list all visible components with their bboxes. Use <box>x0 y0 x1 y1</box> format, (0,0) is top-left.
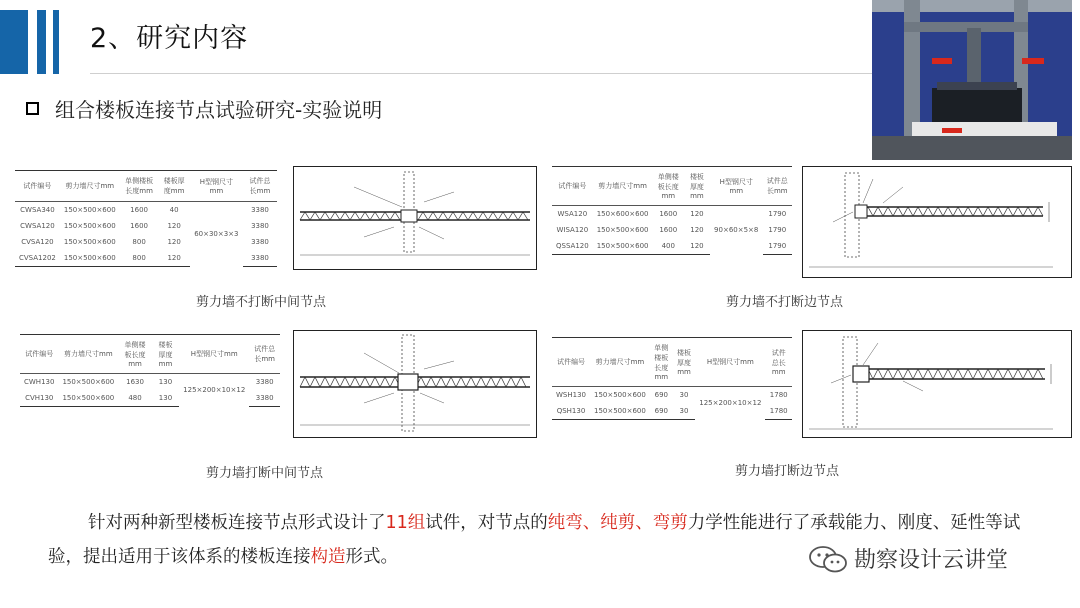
table-cell: CVSA120 <box>21 238 54 246</box>
table-cell: 30 <box>679 391 689 399</box>
column-header: 试件总长mm <box>249 335 280 374</box>
table-cell: 150×500×600 <box>63 206 116 214</box>
table-cell: CWSA340 <box>20 206 55 214</box>
table-cell: 130 <box>152 390 179 407</box>
column-header: 试件总长mm <box>763 167 792 206</box>
table-cell: 3380 <box>255 378 274 386</box>
column-header: H型钢尺寸mm <box>179 335 249 374</box>
specimen-table <box>552 166 792 255</box>
header-accent-bar <box>37 10 46 74</box>
table-cell: 800 <box>132 238 146 246</box>
table-cell: 3380 <box>249 390 280 407</box>
table-cell: 1600 <box>130 222 148 230</box>
table-cell: 120 <box>167 238 181 246</box>
table-row <box>552 206 792 223</box>
table-cell: 120 <box>167 222 181 230</box>
table-cell: 1600 <box>659 226 678 234</box>
column-header: 剪力墙尺寸mm <box>58 335 118 374</box>
table-cell: 150×500×600 <box>594 391 646 399</box>
table-cell: 125×200×10×12 <box>699 399 762 408</box>
table-cell: 150×500×600 <box>58 390 118 407</box>
highlight-text: 构造 <box>310 547 346 567</box>
page-title: 2、研究内容 <box>90 23 249 54</box>
column-header: 单侧楼板长度mm <box>650 338 673 387</box>
table-cell: 40 <box>169 206 179 214</box>
joint-drawing <box>802 330 1072 438</box>
wechat-icon <box>808 544 848 574</box>
column-header: 楼板厚度mm <box>673 338 696 387</box>
column-header: 试件总长mm <box>765 338 792 387</box>
table-cell: 120 <box>690 210 704 218</box>
table-cell: 150×500×600 <box>62 378 115 386</box>
table-cell: CVH130 <box>20 390 58 407</box>
table-cell: 400 <box>653 238 685 255</box>
table-cell: 3380 <box>243 250 277 267</box>
table-cell: WSA120 <box>557 210 588 218</box>
panel-caption: 剪力墙不打断中间节点 <box>196 295 327 310</box>
table-cell: 3380 <box>251 222 269 230</box>
table-cell: 120 <box>159 250 190 267</box>
column-header: 剪力墙尺寸mm <box>60 171 120 202</box>
table-cell: 90×60×5×8 <box>714 226 759 235</box>
table-cell: WISA120 <box>556 226 589 234</box>
table-cell: 30 <box>673 403 696 420</box>
square-bullet-icon <box>26 102 39 115</box>
table-cell: 800 <box>120 250 159 267</box>
table-cell: 130 <box>158 378 173 386</box>
column-header: H型钢尺寸mm <box>695 338 765 387</box>
specimen-table <box>552 337 792 420</box>
section-subtitle <box>26 94 382 123</box>
table-cell: 1600 <box>659 210 678 218</box>
table-cell: 150×500×600 <box>60 250 120 267</box>
summary-text: 针对两种新型楼板连接节点形式设计了 <box>88 513 386 533</box>
specimen-table <box>15 170 277 267</box>
table-cell: 1790 <box>763 238 792 255</box>
table-cell: 150×500×600 <box>590 403 650 420</box>
specimen-table <box>20 334 280 407</box>
column-header: 单侧楼板长度mm <box>118 335 152 374</box>
column-header: 楼板厚度mm <box>159 171 190 202</box>
column-header: H型钢尺寸mm <box>190 171 243 202</box>
summary-text: 形式。 <box>345 547 398 567</box>
table-cell: 1780 <box>769 391 788 399</box>
header-accent-bar <box>0 10 28 74</box>
table-cell: 150×500×600 <box>63 222 116 230</box>
column-header: H型钢尺寸mm <box>710 167 763 206</box>
table-cell: 1600 <box>130 206 148 214</box>
section-subtitle-text: 组合楼板连接节点试验研究-实验说明 <box>55 98 383 122</box>
highlight-text: 11组 <box>385 513 426 533</box>
column-header: 试件编号 <box>552 338 590 387</box>
header-divider <box>90 73 875 74</box>
table-cell: 120 <box>690 226 704 234</box>
table-cell: 690 <box>654 391 668 399</box>
table-cell: 1790 <box>768 210 787 218</box>
table-cell: 3380 <box>251 238 269 246</box>
column-header: 试件总长mm <box>243 171 277 202</box>
column-header: 剪力墙尺寸mm <box>593 167 653 206</box>
watermark-text: 勘察设计云讲堂 <box>854 548 1009 573</box>
table-cell: 3380 <box>251 206 269 214</box>
column-header: 试件编号 <box>15 171 60 202</box>
summary-text: 力学性能进行了承载能力、刚度、延性等试验，提出适用于该体系的楼板连接 <box>48 513 1021 567</box>
column-header: 单侧楼板长度mm <box>120 171 159 202</box>
table-cell: 690 <box>650 403 673 420</box>
table-cell: WSH130 <box>556 391 586 399</box>
test-setup-photo <box>872 0 1072 160</box>
column-header: 试件编号 <box>552 167 593 206</box>
joint-drawing <box>293 330 537 438</box>
table-cell: 1790 <box>768 226 787 234</box>
column-header: 剪力墙尺寸mm <box>590 338 650 387</box>
column-header: 试件编号 <box>20 335 58 374</box>
table-row <box>20 374 280 391</box>
table-cell: 125×200×10×12 <box>183 386 246 395</box>
table-cell: QSH130 <box>552 403 590 420</box>
table-cell: 1780 <box>765 403 792 420</box>
table-cell: CWSA120 <box>20 222 55 230</box>
panel-caption: 剪力墙打断中间节点 <box>206 466 324 481</box>
summary-text: 试件，对节点的 <box>425 513 548 533</box>
column-header: 单侧楼板长度mm <box>653 167 685 206</box>
panel-caption: 剪力墙不打断边节点 <box>726 295 844 310</box>
table-cell: CWH130 <box>24 378 55 386</box>
table-cell: 1630 <box>126 378 144 386</box>
column-header: 楼板厚度mm <box>684 167 710 206</box>
table-cell: 150×600×600 <box>596 210 649 218</box>
table-row <box>15 202 277 219</box>
table-cell: 150×500×600 <box>593 238 653 255</box>
header-accent-bar <box>53 10 59 74</box>
table-cell: 120 <box>684 238 710 255</box>
panel-caption: 剪力墙打断边节点 <box>735 464 840 479</box>
table-cell: 150×500×600 <box>63 238 116 246</box>
table-cell: QSSA120 <box>552 238 593 255</box>
table-cell: 480 <box>118 390 152 407</box>
table-row <box>552 387 792 404</box>
joint-drawing <box>293 166 537 270</box>
highlight-text: 纯弯、纯剪、弯剪 <box>547 513 688 533</box>
table-cell: 150×500×600 <box>596 226 649 234</box>
joint-drawing <box>802 166 1072 278</box>
watermark <box>808 543 1008 574</box>
table-cell: 60×30×3×3 <box>194 230 239 239</box>
column-header: 楼板厚度mm <box>152 335 179 374</box>
table-cell: CVSA1202 <box>15 250 60 267</box>
